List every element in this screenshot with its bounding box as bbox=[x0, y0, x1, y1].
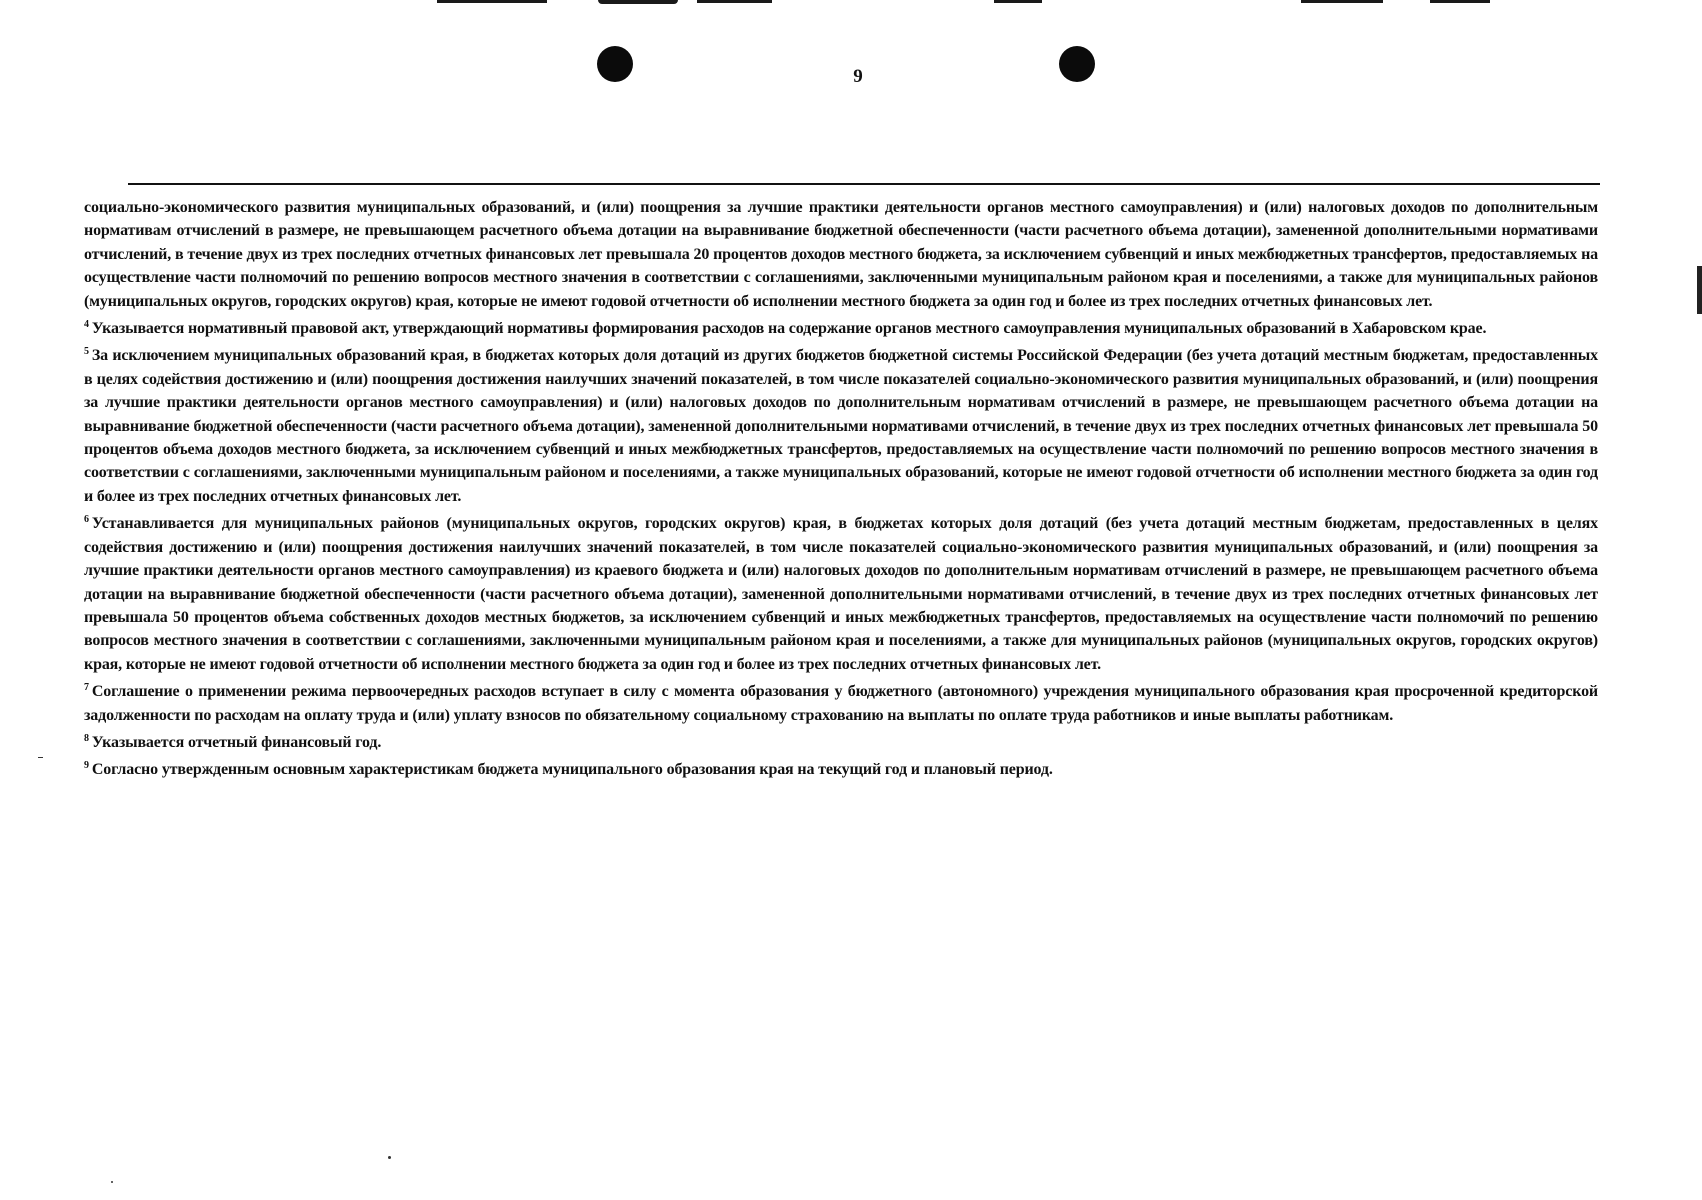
footnote-mark: 7 bbox=[84, 682, 89, 694]
footnote-7 bbox=[84, 676, 1598, 727]
scan-edge-mark bbox=[697, 0, 772, 3]
scan-edge-mark bbox=[1430, 0, 1490, 3]
footnote-text: За исключением муниципальных образований края, в бюджетах которых доля дотаций из других бюджетов бюджетной системы Российской Федерации (без учета дотаций местным бюджетам, предоставленных в целях содействия достижению и (или) поощрения достижения наилучших значений показателей, в том числе показателей социально-экономического развития муниципальных образований, и (или) поощрения за лучшие практики деятельности органов местного самоуправления) и (или) налоговых доходов по дополнительным нормативам отчислений в размере, не превышающем расчетного объема дотации на выравнивание бюджетной обеспеченности (части расчетного объема дотации), замененной дополнительными нормативами отчислений, в течение двух из трех последних отчетных финансовых лет превышала 50 процентов объема доходов местного бюджета, за исключением субвенций и иных межбюджетных трансфертов, предоставляемых на осуществление части полномочий по решению вопросов местного значения в соответствии с соглашениями, заключенными муниципальным районом и поселениями, а также муниципальных образований, которые не имеют годовой отчетности об исполнении местного бюджета за один год и более из трех последних отчетных финансовых лет. bbox=[84, 347, 1598, 505]
page-number: 9 bbox=[853, 66, 863, 87]
scan-speck bbox=[388, 1156, 391, 1159]
footnote-continuation bbox=[84, 196, 1598, 313]
footnote-separator bbox=[128, 183, 1600, 185]
scan-speck bbox=[111, 1181, 113, 1183]
footnote-text: Указывается нормативный правовой акт, утверждающий нормативы формирования расходов на содержание органов местного самоуправления муниципальных образований в Хабаровском крае. bbox=[91, 320, 1487, 338]
footnote-text: Устанавливается для муниципальных районов (муниципальных округов, городских округов) края, в бюджетах которых доля дотаций (без учета дотаций местным бюджетам, предоставленных в целях содействия достижению и (или) поощрения достижения наилучших значений показателей, в том числе показателей социально-экономического развития муниципальных образований, и (или) поощрения за лучшие практики деятельности органов местного самоуправления) из краевого бюджета и (или) налоговых доходов по дополнительным нормативам отчислений в размере, не превышающем расчетного объема дотации на выравнивание бюджетной обеспеченности (части расчетного объема дотации), замененной дополнительными нормативами отчислений, в течение двух из трех последних отчетных финансовых лет превышала 50 процентов объема собственных доходов местных бюджетов, за исключением субвенций и иных межбюджетных трансфертов, предоставляемых на осуществление части полномочий по решению вопросов местного значения в соответствии с соглашениями, заключенными муниципальным районом края и поселениями, а также для муниципальных районов (муниципальных округов, городских округов) края, которые не имеют годовой отчетности об исполнении местного бюджета за один год и более из трех последних отчетных финансовых лет. bbox=[84, 515, 1598, 673]
scan-edge-mark bbox=[437, 0, 547, 3]
footnote-mark: 8 bbox=[84, 732, 89, 744]
scan-edge-mark bbox=[1697, 266, 1702, 314]
footnote-8 bbox=[84, 727, 1598, 754]
footnote-text: социально-экономического развития муниципальных образований, и (или) поощрения за лучшие практики деятельности органов местного самоуправления) и (или) налоговых доходов по дополнительным нормативам отчислений в размере, не превышающем расчетного объема дотации на выравнивание бюджетной обеспеченности (части расчетного объема дотации), замененной дополнительными нормативами отчислений, в течение двух из трех последних отчетных финансовых лет превышала 20 процентов доходов местного бюджета, за исключением субвенций и иных межбюджетных трансфертов, предоставляемых на осуществление части полномочий по решению вопросов местного значения в соответствии с соглашениями, заключенными муниципальным районом края и поселениями, а также для муниципальных районов (муниципальных округов, городских округов) края, которые не имеют годовой отчетности об исполнении местного бюджета за один год и более из трех последних отчетных финансовых лет. bbox=[84, 199, 1598, 310]
scan-edge-mark bbox=[598, 0, 678, 4]
footnote-mark: 6 bbox=[84, 514, 89, 526]
scan-edge-mark bbox=[1301, 0, 1383, 3]
footnote-4 bbox=[84, 313, 1598, 340]
footnote-text: Согласно утвержденным основным характеристикам бюджета муниципального образования края на текущий год и плановый период. bbox=[91, 761, 1053, 779]
footnote-6 bbox=[84, 508, 1598, 676]
footnote-5 bbox=[84, 340, 1598, 508]
footnote-text: Указывается отчетный финансовый год. bbox=[91, 733, 382, 751]
footnotes-block bbox=[84, 196, 1598, 782]
scan-edge-mark bbox=[994, 0, 1042, 3]
footnote-9 bbox=[84, 754, 1598, 781]
footnote-mark: 5 bbox=[84, 346, 89, 358]
footnote-mark: 4 bbox=[84, 319, 89, 331]
footnote-mark: 9 bbox=[84, 760, 89, 772]
scan-speck bbox=[38, 757, 43, 758]
footnote-text: Соглашение о применении режима первоочередных расходов вступает в силу с момента образования у бюджетного (автономного) учреждения муниципального образования края просроченной кредиторской задолженности по расходам на оплату труда и (или) уплату взносов по обязательному социальному страхованию на выплаты по оплате труда работников и иные выплаты работникам. bbox=[84, 683, 1598, 724]
